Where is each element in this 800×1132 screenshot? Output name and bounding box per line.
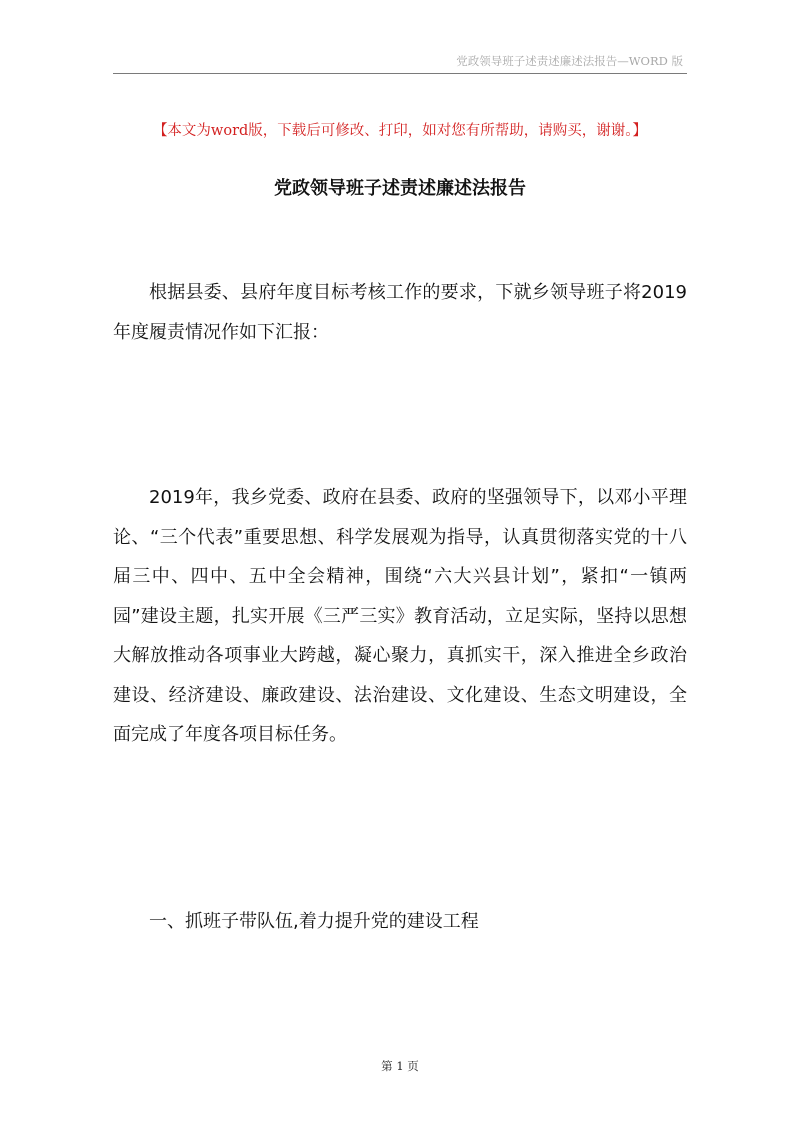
body-paragraph-1: 根据县委、县府年度目标考核工作的要求，下就乡领导班子将2019年度履责情况作如下汇报： (113, 282, 687, 343)
section-heading-1: 一、抓班子带队伍,着力提升党的建设工程 (149, 911, 479, 932)
purchase-notice: 【本文为word版，下载后可修改、打印，如对您有所帮助，请购买，谢谢。】 (152, 123, 648, 139)
page-number: 第 1 页 (381, 1059, 419, 1073)
document-title: 党政领导班子述责述廉述法报告 (274, 178, 526, 199)
running-header-title: 党政领导班子述责述廉述法报告—WORD 版 (456, 54, 683, 68)
header-rule (113, 73, 687, 74)
body-paragraph-2: 2019年，我乡党委、政府在县委、政府的坚强领导下，以邓小平理论、“三个代表”重要思想、科学发展观为指导，认真贯彻落实党的十八届三中、四中、五中全会精神，围绕“六大兴县计划”，紧扣“一镇两园”建设主题，扎实开展《三严三实》教育活动，立足实际，坚持以思想大解放推动各项事业大跨越，凝心聚力，真抓实干，深入推进全乡政治建设、经济建设、廉政建设、法治建设、文化建设、生态文明建设，全面完成了年度各项目标任务。 (113, 487, 687, 745)
